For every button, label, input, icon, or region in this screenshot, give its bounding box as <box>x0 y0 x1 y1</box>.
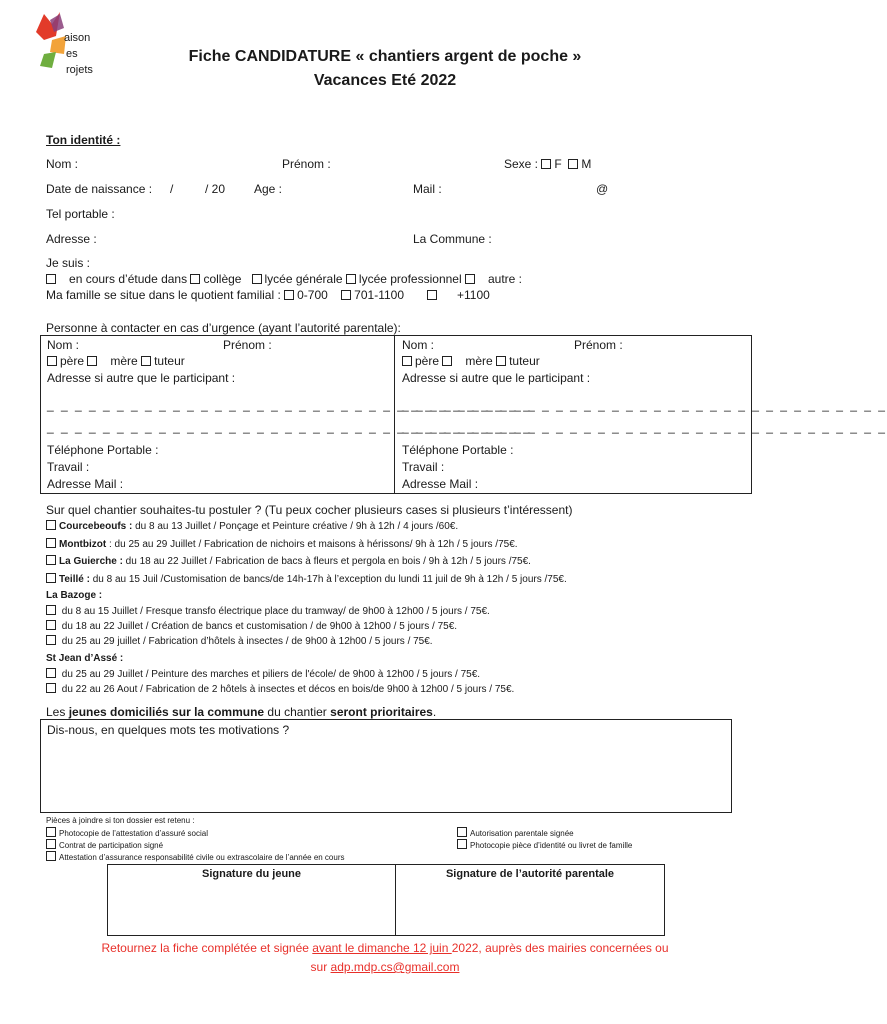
date-slash-1: / <box>170 182 174 196</box>
priority-4: seront prioritaires <box>330 705 433 719</box>
signature-parent-label: Signature de l’autorité parentale <box>445 868 615 880</box>
q2-label: 701-1100 <box>354 288 404 302</box>
f-label: F <box>554 157 562 171</box>
urgence-divider <box>394 336 395 493</box>
logo-text-3: rojets <box>66 64 93 76</box>
checkbox-courcebeoufs[interactable] <box>46 520 56 530</box>
left-pere-label: père <box>60 354 85 368</box>
signature-jeune-label: Signature du jeune <box>201 868 301 880</box>
age-label: Age : <box>254 182 283 196</box>
teille-text: du 8 au 15 Juil /Customisation de bancs/de 14h-17h à l’exception du lundi 11 juil de 9h à 12h / 5 jours /75€. <box>89 574 567 585</box>
bazoge-1-text: du 8 au 15 Juillet / Fresque transfo électrique place du tramway/ de 9h00 à 12h00 / 5 jours / 75€. <box>61 606 490 617</box>
checkbox-right-pere[interactable] <box>402 356 412 366</box>
piece-row-1 <box>46 827 208 838</box>
checkbox-left-tuteur[interactable] <box>141 356 151 366</box>
stjean-1-text: du 25 au 29 Juillet / Peinture des marches et piliers de l'école/ de 9h00 à 12h00 / 5 jours / 75€. <box>61 669 481 680</box>
urgence-right-mail: Adresse Mail : <box>402 477 479 491</box>
piece-3-text: Attestation d’assurance responsabilité civile ou extrascolaire de l’année en cours <box>59 853 345 862</box>
checkbox-piece-1[interactable] <box>46 827 56 837</box>
prenom-label: Prénom : <box>282 157 331 171</box>
priority-3: du chantier <box>264 705 331 719</box>
bazoge-row-1 <box>46 605 490 617</box>
etude-row <box>46 272 522 286</box>
footer-line-2 <box>0 960 770 974</box>
urgence-left-tel: Téléphone Portable : <box>47 443 159 457</box>
piece-row-5 <box>457 839 632 850</box>
signature-table <box>107 864 665 936</box>
urgence-left-nom: Nom : <box>47 338 80 352</box>
naissance-label: Date de naissance : <box>46 182 153 196</box>
urgence-left-line-2: _ _ _ _ _ _ _ _ _ _ _ _ _ _ _ _ _ _ _ _ _ _ _ _ _ _ _ _ _ _ _ _ _ _ _ <box>47 420 532 434</box>
piece-row-4 <box>457 827 574 838</box>
checkbox-piece-3[interactable] <box>46 851 56 861</box>
urgence-right-prenom: Prénom : <box>574 338 623 352</box>
urgence-left-travail: Travail : <box>47 460 90 474</box>
nom-label: Nom : <box>46 157 79 171</box>
sexe-field <box>504 157 591 171</box>
m-label: M <box>581 157 592 171</box>
courcebeoufs-name: Courcebeoufs : <box>59 521 133 532</box>
urgence-label: Personne à contacter en cas d’urgence (ayant l’autorité parentale): <box>46 321 401 335</box>
urgence-left-line-1: _ _ _ _ _ _ _ _ _ _ _ _ _ _ _ _ _ _ _ _ _ _ _ _ _ _ _ _ _ _ _ _ _ _ _ <box>47 398 532 412</box>
chantier-question: Sur quel chantier souhaites-tu postuler ? (Tu peux cocher plusieurs cases si plusieurs t’intéressent) <box>46 503 573 517</box>
piece-1-text: Photocopie de l’attestation d’assuré social <box>59 829 208 838</box>
left-mere-label: mère <box>110 354 138 368</box>
etude-label: en cours d’étude dans <box>69 272 188 286</box>
urgence-left-mail: Adresse Mail : <box>47 477 124 491</box>
chantier-montbizot <box>46 538 518 550</box>
chantier-guierche <box>46 555 531 567</box>
checkbox-teille[interactable] <box>46 573 56 583</box>
page-subtitle: Vacances Eté 2022 <box>313 72 457 89</box>
urgence-right-adresse: Adresse si autre que le participant : <box>402 371 591 385</box>
famille-row <box>46 288 490 302</box>
checkbox-guierche[interactable] <box>46 555 56 565</box>
checkbox-right-mere[interactable] <box>442 356 452 366</box>
chantier-teille <box>46 573 567 585</box>
footer-email-link[interactable]: adp.mdp.cs@gmail.com <box>330 960 460 974</box>
checkbox-lycee-pro[interactable] <box>346 274 356 284</box>
footer-4: sur <box>310 960 331 974</box>
jesuis-label: Je suis : <box>46 256 91 270</box>
commune-label: La Commune : <box>413 232 492 246</box>
piece-row-2 <box>46 839 163 850</box>
footer-1: Retournez la fiche complétée et signée <box>101 941 313 955</box>
tel-label: Tel portable : <box>46 207 115 221</box>
stjean-heading: St Jean d’Assé : <box>46 653 124 664</box>
piece-2-text: Contrat de participation signé <box>59 841 164 850</box>
right-tuteur-label: tuteur <box>509 354 540 368</box>
stjean-2-text: du 22 au 26 Aout / Fabrication de 2 hôtels à insectes et décos en bois/de 9h00 à 12h00 / 5 jours / 75€. <box>61 684 515 695</box>
piece-4-text: Autorisation parentale signée <box>470 829 574 838</box>
stjean-row-1 <box>46 668 480 680</box>
piece-5-text: Photocopie pièce d’identité ou livret de famille <box>470 841 633 850</box>
checkbox-left-pere[interactable] <box>47 356 57 366</box>
chantier-courcebeoufs <box>46 520 458 532</box>
checkbox-bazoge-2[interactable] <box>46 620 56 630</box>
footer-3: 2022, auprès des mairies concernées ou <box>451 941 669 955</box>
bazoge-2-text: du 18 au 22 Juillet / Création de bancs et customisation / de 9h00 à 12h00 / 5 jours / 75€. <box>61 621 458 632</box>
checkbox-piece-2[interactable] <box>46 839 56 849</box>
checkbox-autre[interactable] <box>465 274 475 284</box>
checkbox-piece-4[interactable] <box>457 827 467 837</box>
checkbox-montbizot[interactable] <box>46 538 56 548</box>
checkbox-college[interactable] <box>190 274 200 284</box>
checkbox-m[interactable] <box>568 159 578 169</box>
urgence-right-parent-row <box>402 354 540 368</box>
footer-line-1 <box>0 941 770 955</box>
page-title: Fiche CANDIDATURE « chantiers argent de poche » <box>188 48 582 65</box>
checkbox-lycee-gen[interactable] <box>252 274 262 284</box>
motivation-field[interactable] <box>40 719 732 813</box>
right-mere-label: mère <box>465 354 493 368</box>
identity-heading: Ton identité : <box>46 133 121 147</box>
motivation-label: Dis-nous, en quelques mots tes motivations ? <box>47 723 290 737</box>
guierche-name: La Guierche : <box>59 556 123 567</box>
sexe-label: Sexe : <box>504 157 539 171</box>
checkbox-bazoge-1[interactable] <box>46 605 56 615</box>
bazoge-row-2 <box>46 620 457 632</box>
date-slash-2: / 20 <box>205 182 226 196</box>
checkbox-f[interactable] <box>541 159 551 169</box>
checkbox-piece-5[interactable] <box>457 839 467 849</box>
priority-1: Les <box>46 705 69 719</box>
left-tuteur-label: tuteur <box>154 354 185 368</box>
logo-text-2: es <box>66 48 78 60</box>
courcebeoufs-text: du 8 au 13 Juillet / Ponçage et Peinture créative / 9h à 12h / 4 jours /60€. <box>132 521 459 532</box>
checkbox-stjean-1[interactable] <box>46 668 56 678</box>
piece-row-3 <box>46 851 345 862</box>
autre-label: autre : <box>488 272 523 286</box>
lycee-pro-label: lycée professionnel <box>358 272 462 286</box>
urgence-right-travail: Travail : <box>402 460 445 474</box>
checkbox-q1[interactable] <box>284 290 294 300</box>
urgence-left-parent-row <box>47 354 185 368</box>
priority-note <box>46 705 436 719</box>
mail-label: Mail : <box>413 182 442 196</box>
footer-deadline: avant le dimanche 12 juin <box>312 941 452 955</box>
q3-label: +1100 <box>457 288 490 302</box>
pieces-heading: Pièces à joindre si ton dossier est retenu : <box>46 816 195 825</box>
q1-label: 0-700 <box>297 288 328 302</box>
lycee-gen-label: lycée générale <box>264 272 343 286</box>
urgence-right-line-2: _ _ _ _ _ _ _ _ _ _ _ _ _ _ _ _ _ _ _ _ _ _ _ _ _ _ _ _ _ _ _ _ _ _ _ <box>402 420 887 434</box>
checkbox-q3[interactable] <box>427 290 437 300</box>
college-label: collège <box>203 272 242 286</box>
checkbox-right-tuteur[interactable] <box>496 356 506 366</box>
urgence-right-nom: Nom : <box>402 338 435 352</box>
adresse-label: Adresse : <box>46 232 97 246</box>
urgence-right-line-1: _ _ _ _ _ _ _ _ _ _ _ _ _ _ _ _ _ _ _ _ _ _ _ _ _ _ _ _ _ _ _ _ _ _ _ <box>402 398 887 412</box>
teille-name: Teillé : <box>59 574 90 585</box>
stjean-row-2 <box>46 683 514 695</box>
priority-2: jeunes domiciliés sur la commune <box>68 705 265 719</box>
urgence-table <box>40 335 887 494</box>
checkbox-etude[interactable] <box>46 274 56 284</box>
checkbox-q2[interactable] <box>341 290 351 300</box>
famille-label: Ma famille se situe dans le quotient familial : <box>46 288 281 302</box>
priority-5: . <box>432 705 437 719</box>
urgence-left-prenom: Prénom : <box>223 338 272 352</box>
bazoge-heading: La Bazoge : <box>46 590 103 601</box>
checkbox-bazoge-3[interactable] <box>46 635 56 645</box>
montbizot-text: : du 25 au 29 Juillet / Fabrication de nichoirs et maisons à hérissons/ 9h à 12h / 5 jours /75€. <box>106 539 518 550</box>
bazoge-3-text: du 25 au 29 juillet / Fabrication d’hôtels à insectes / de 9h00 à 12h00 / 5 jours / 75€. <box>61 636 433 647</box>
checkbox-stjean-2[interactable] <box>46 683 56 693</box>
bazoge-row-3 <box>46 635 433 647</box>
mail-at: @ <box>596 182 609 196</box>
montbizot-name: Montbizot <box>59 539 107 550</box>
checkbox-left-mere[interactable] <box>87 356 97 366</box>
urgence-left-adresse: Adresse si autre que le participant : <box>47 371 236 385</box>
urgence-right-tel: Téléphone Portable : <box>402 443 514 457</box>
logo-text-1: aison <box>64 32 91 44</box>
guierche-text: du 18 au 22 Juillet / Fabrication de bacs à fleurs et pergola en bois / 9h à 12h / 5 jours /75€. <box>122 556 531 567</box>
right-pere-label: père <box>415 354 440 368</box>
